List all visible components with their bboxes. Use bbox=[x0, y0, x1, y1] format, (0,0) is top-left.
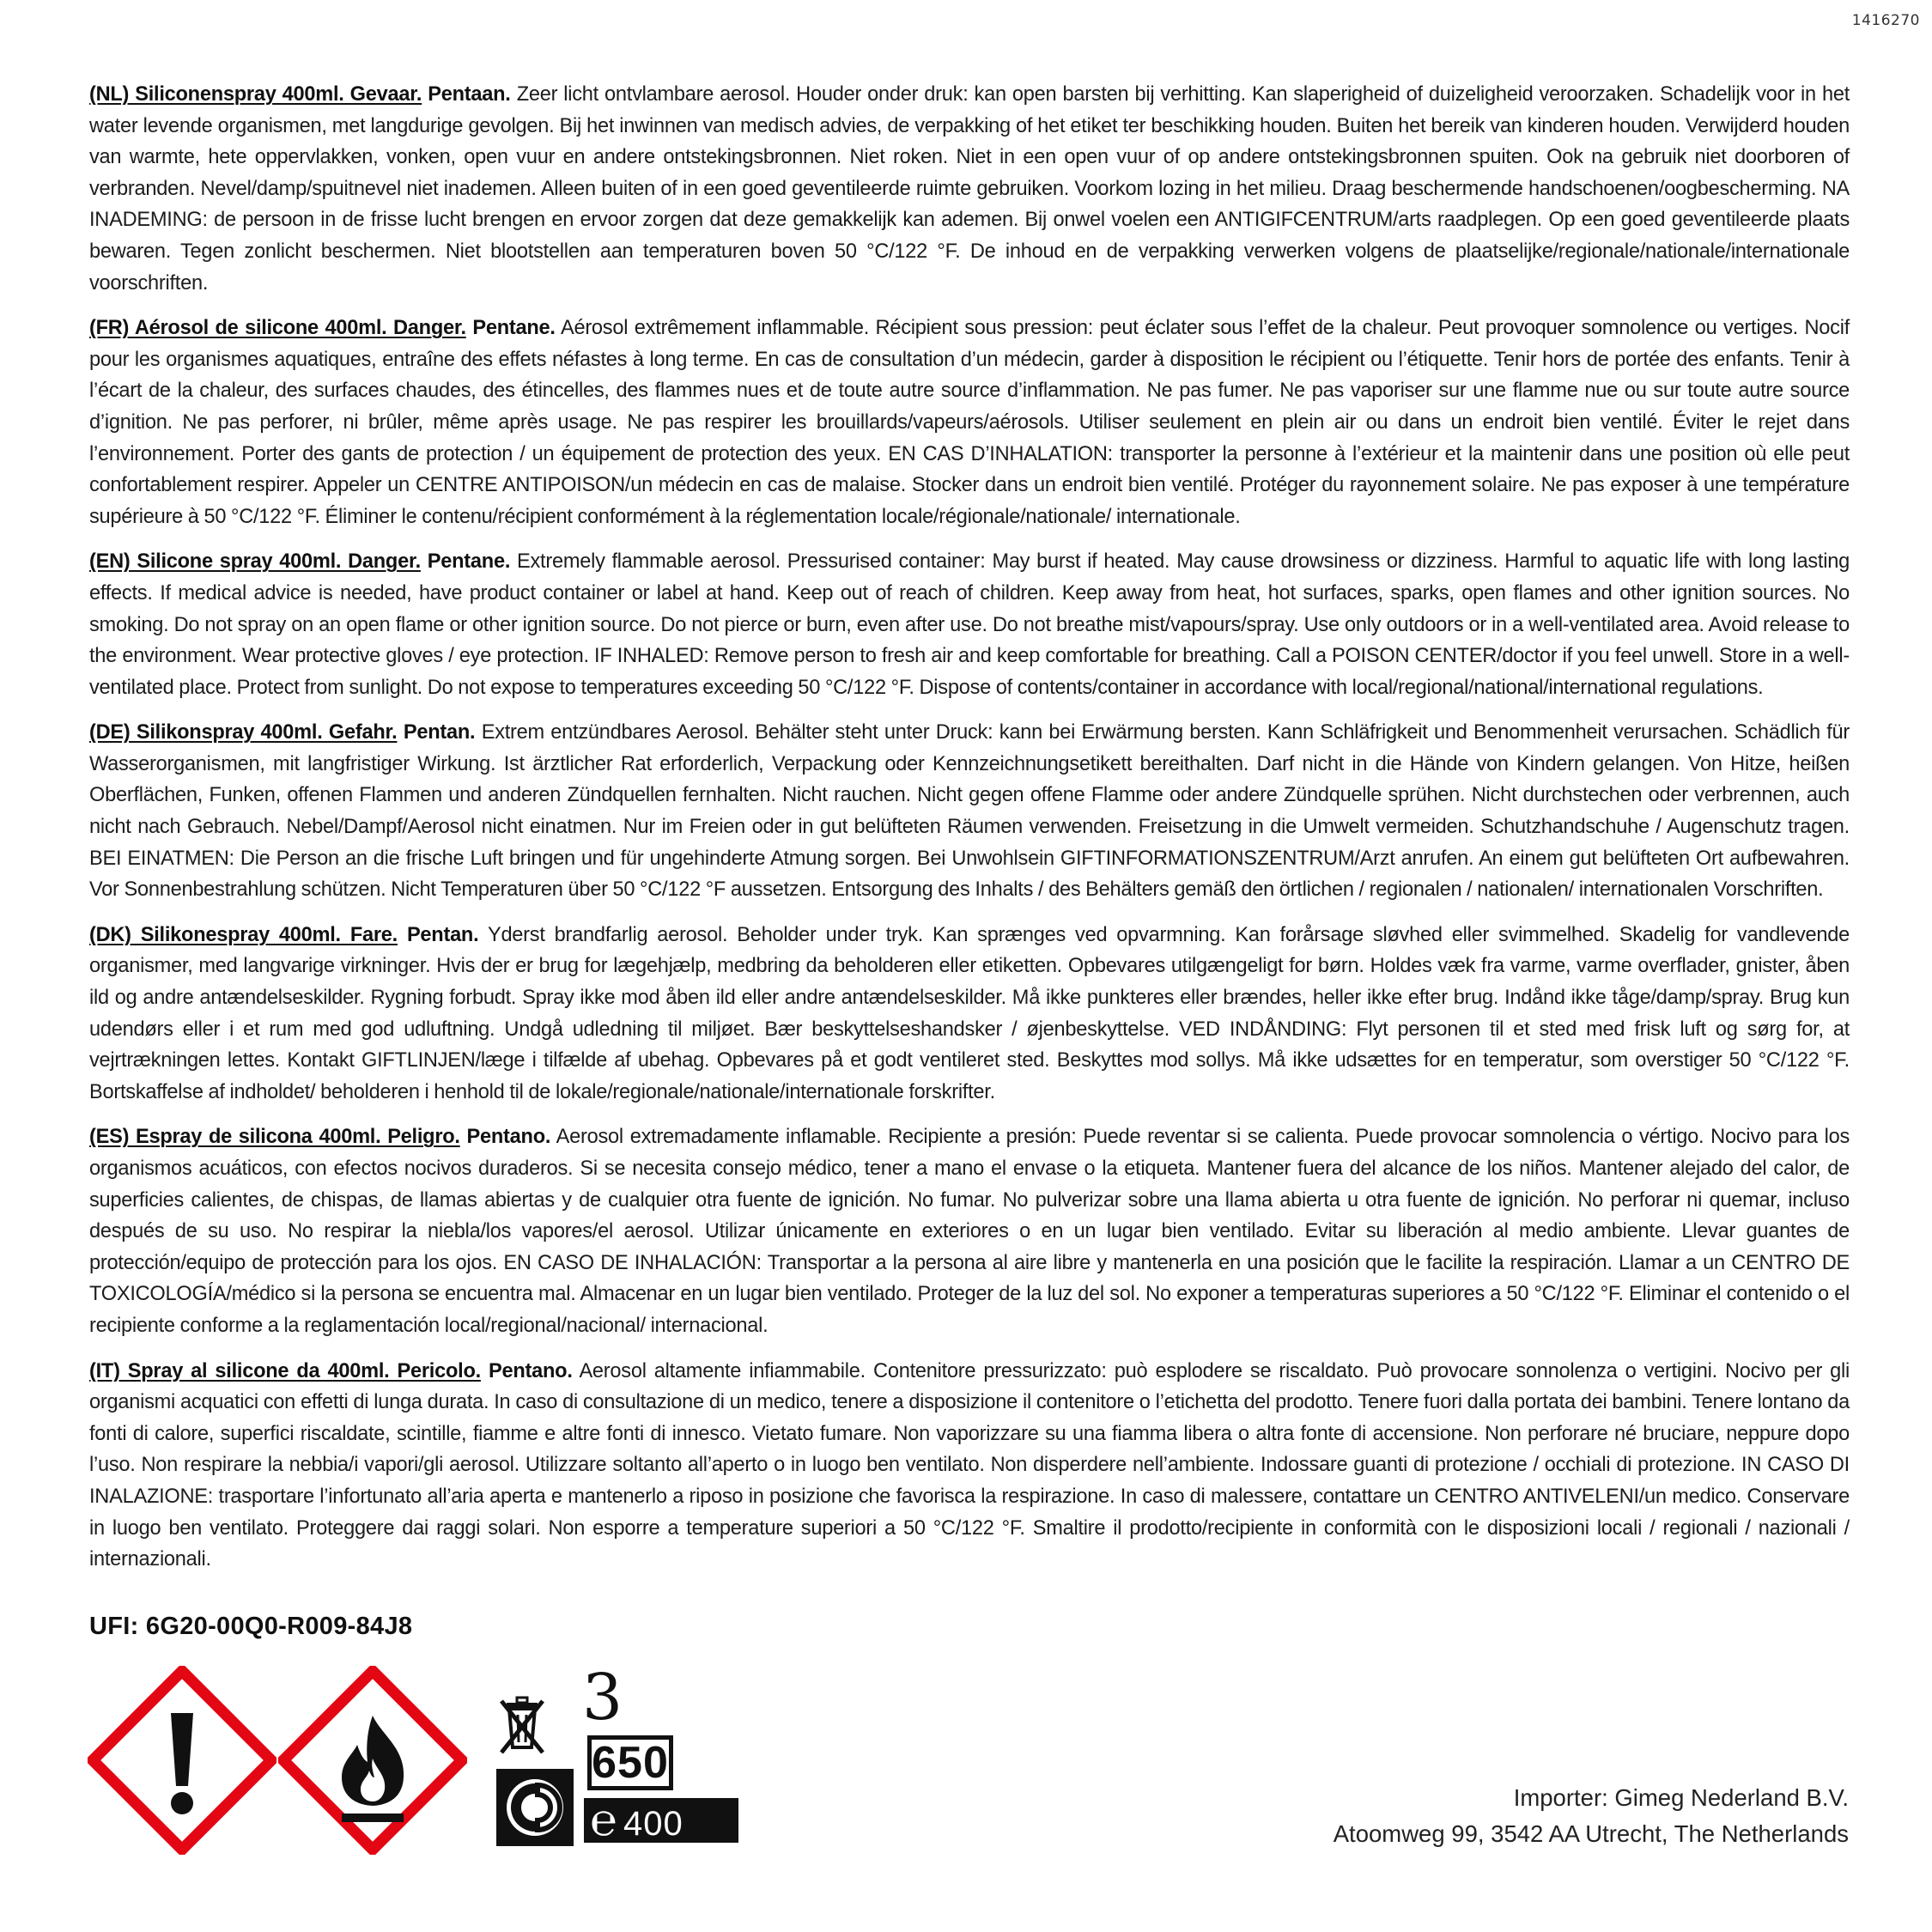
section-nl bbox=[89, 79, 1850, 299]
ufi-code: UFI: 6G20-00Q0-R009-84J8 bbox=[89, 1613, 413, 1640]
hazard-pictograms bbox=[88, 1666, 483, 1855]
section-substance: Pentano. bbox=[489, 1359, 573, 1382]
section-substance: Pentane. bbox=[427, 550, 511, 574]
section-dk bbox=[89, 920, 1850, 1109]
section-it bbox=[89, 1356, 1850, 1576]
section-substance: Pentan. bbox=[403, 721, 476, 744]
section-body: Zeer licht ontvlambare aerosol. Houder onder druk: kan open barsten bij verhitting. Kan slaperigheid of duizeligheid veroorzaken. Schadelijk voor in het water levende organismen, met langdurige gevolgen. Bij het inwinnen van medisch advies, de verpakking of het etiket ter beschikking houden. Buiten het bereik van kinderen houden. Verwijderd houden van warmte, hete oppervlakken, vonken, open vuur en andere ontstekingsbronnen. Niet roken. Niet in een open vuur of op andere ontstekingsbronnen spuiten. Ook na gebruik niet doorboren of verbranden. Nevel/damp/spuitnevel niet inademen. Alleen buiten of in een goed geventileerde ruimte gebruiken. Voorkom lozing in het milieu. Draag beschermende handschoenen/oogbescherming. NA INADEMING: de persoon in de frisse lucht brengen en ervoor zorgen dat deze gemakkelijk kan ademen. Bij onwel voelen een ANTIGIFCENTRUM/arts raadplegen. Op een goed geventileerde plaats bewaren. Tegen zonlicht beschermen. Niet blootstellen aan temperaturen boven 50 °C/122 °F. De inhoud en de verpakking verwerken volgens de plaatselijke/regionale/nationale/internationale voorschriften. bbox=[89, 83, 1850, 295]
section-title: (ES) Espray de silicona 400ml. Peligro. bbox=[89, 1126, 460, 1149]
section-body: Aérosol extrêmement inflammable. Récipient sous pression: peut éclater sous l’effet de la chaleur. Peut provoquer somnolence ou vertiges. Nocif pour les organismes aquatiques, entraîne des effets néfastes à long terme. En cas de consultation d’un médecin, garder à disposition le récipient ou l’étiquette. Tenir hors de portée des enfants. Tenir à l’écart de la chaleur, des surfaces chaudes, des étincelles, des flammes nues et de toute autre source d’inflammation. Ne pas fumer. Ne pas vaporiser sur une flamme nue ou sur toute autre source d’ignition. Ne pas perforer, ni brûler, même après usage. Ne pas respirer les brouillards/vapeurs/aérosols. Utiliser seulement en plein air ou dans un endroit bien ventilé. Éviter le rejet dans l’environnement. Porter des gants de protection / un équipement de protection des yeux. EN CAS D’INHALATION: transporter la personne à l’extérieur et la maintenir dans une position où elle peut confortablement respirer. Appeler un CENTRE ANTIPOISON/un médecin en cas de malaise. Stocker dans un endroit bien ventilé. Protéger du rayonnement solaire. Ne pas exposer à une température supérieure à 50 °C/122 °F. Éliminer le contenu/récipient conformément à la réglementation locale/régionale/nationale/ internationale. bbox=[89, 317, 1850, 528]
safety-text-sections bbox=[89, 79, 1850, 1589]
section-substance: Pentane. bbox=[472, 317, 556, 340]
nominal-volume bbox=[584, 1795, 738, 1887]
section-de bbox=[89, 717, 1850, 906]
crossed-bin-icon bbox=[496, 1691, 548, 1761]
flame-icon bbox=[278, 1666, 467, 1855]
importer-name: Importer: Gimeg Nederland B.V. bbox=[1513, 1784, 1849, 1811]
section-body: Extrem entzündbares Aerosol. Behälter steht unter Druck: kann bei Erwärmung bersten. Kann Schläfrigkeit und Benommenheit verursachen. Schädlich für Wasserorganismen, mit langfristiger Wirkung. Ist ärztlicher Rat erforderlich, Verpackung oder Kennzeichnungsetikett bereithalten. Darf nicht in die Hände von Kindern gelangen. Von Hitze, heißen Oberflächen, Funken, offenen Flammen und anderen Zündquellen fernhalten. Nicht rauchen. Nicht gegen offene Flamme oder andere Zündquelle sprühen. Nicht durchstechen oder verbrennen, auch nicht nach Gebrauch. Nebel/Dampf/Aerosol nicht einatmen. Nur im Freien oder in gut belüfteten Räumen verwenden. Freisetzung in die Umwelt vermeiden. Schutzhandschuhe / Augenschutz tragen. BEI EINATMEN: Die Person an die frische Luft bringen und für ungehinderte Atmung sorgen. Bei Unwohlsein GIFTINFORMATIONSZENTRUM/Arzt anrufen. An einem gut belüfteten Ort aufbewahren. Vor Sonnenbestrahlung schützen. Nicht Temperaturen über 50 °C/122 °F aussetzen. Entsorgung des Inhalts / des Behälters gemäß den örtlichen / regionalen / nationalen/ internationalen Vorschriften. bbox=[89, 721, 1850, 902]
recycling-marks bbox=[496, 1661, 797, 1887]
section-body: Aerosol extremadamente inflamable. Recipiente a presión: Puede reventar si se calienta. Puede provocar somnolencia o vértigo. Nocivo para los organismos acuáticos, con efectos nocivos duraderos. Si se necesita consejo médico, tener a mano el envase o la etiqueta. Mantener fuera del alcance de los niños. Mantener alejado del calor, de superficies calientes, de chispas, de llamas abiertas y de cualquier otra fuente de ignición. No fumar. No pulverizar sobre una llama abierta u otra fuente de ignición. No perforar ni quemar, incluso después de su uso. No respirar la niebla/los vapores/el aerosol. Utilizar únicamente en exteriores o en un lugar bien ventilado. Evitar su liberación al medio ambiente. Llevar guantes de protección/equipo de protección para los ojos. EN CASO DE INHALACIÓN: Transportar a la persona al aire libre y mantenerla en una posición que le facilite la respiración. Llamar a un CENTRO DE TOXICOLOGÍA/médico si la persona se encuentra mal. Almacenar en un lugar bien ventilado. Proteger de la luz del sol. No exponer a temperaturas superiores a 50 °C/122 °F. Eliminar el contenido o el recipiente conforme a la reglamentación local/regional/nacional/ internacional. bbox=[89, 1126, 1850, 1337]
section-title: (NL) Siliconenspray 400ml. Gevaar. bbox=[89, 83, 422, 106]
section-body: Yderst brandfarlig aerosol. Beholder under tryk. Kan sprænges ved opvarmning. Kan forårsage sløvhed eller svimmelhed. Skadelig for vandlevende organismer, med langvarige virkninger. Hvis der er brug for lægehjælp, medbring da beholderen eller etiketten. Opbevares utilgængeligt for børn. Holdes væk fra varme, varme overflader, gnister, åben ild og andre antændelseskilder. Rygning forbudt. Spray ikke mod åben ild eller andre antændelseskilder. Må ikke punkteres eller brændes, heller ikke efter brug. Indånd ikke tåge/damp/spray. Brug kun udendørs eller i et rum med god udluftning. Undgå udledning til miljøet. Bær beskyttelseshandsker / øjenbeskyttelse. VED INDÅNDING: Flyt personen til et sted med frisk luft og sørg for, at vejrtrækningen lettes. Kontakt GIFTLINJEN/læge i tilfælde af ubehag. Opbevares på et godt ventileret sted. Beskyttes mod sollys. Må ikke udsættes for en temperatur, som overstiger 50 °C/122 °F. Bortskaffelse af indholdet/ beholderen i henhold til de lokale/regionale/nationale/internationale forskrifter. bbox=[89, 923, 1850, 1103]
recycling-number: 3 bbox=[582, 1661, 623, 1735]
section-title: (EN) Silicone spray 400ml. Danger. bbox=[89, 550, 421, 574]
section-substance: Pentaan. bbox=[428, 83, 511, 106]
section-en bbox=[89, 546, 1850, 703]
green-dot-icon bbox=[496, 1769, 574, 1846]
section-substance: Pentano. bbox=[466, 1126, 551, 1149]
section-fr bbox=[89, 313, 1850, 532]
section-title: (DK) Silikonespray 400ml. Fare. bbox=[89, 923, 398, 946]
exclamation-mark-icon bbox=[88, 1666, 276, 1855]
importer-info bbox=[1334, 1780, 1849, 1852]
document-id: 1416270 bbox=[1851, 12, 1920, 29]
section-body: Extremely flammable aerosol. Pressurised container: May burst if heated. May cause drowsiness or dizziness. Harmful to aquatic life with long lasting effects. If medical advice is needed, have product container or label at hand. Keep out of reach of children. Keep away from heat, hot surfaces, sparks, open flames and other ignition sources. No smoking. Do not spray on an open flame or other ignition source. Do not pierce or burn, even after use. Do not breathe mist/vapours/spray. Use only outdoors or in a well-ventilated area. Avoid release to the environment. Wear protective gloves / eye protection. IF INHALED: Remove person to fresh air and keep comfortable for breathing. Call a POISON CENTER/doctor if you feel unwell. Store in a well-ventilated place. Protect from sunlight. Do not expose to temperatures exceeding 50 °C/122 °F. Dispose of contents/container in accordance with local/regional/national/international regulations. bbox=[89, 550, 1850, 699]
section-title: (IT) Spray al silicone da 400ml. Pericolo. bbox=[89, 1359, 481, 1382]
importer-address: Atoomweg 99, 3542 AA Utrecht, The Netherlands bbox=[1333, 1820, 1849, 1847]
estimated-sign-icon: ℮ bbox=[590, 1795, 617, 1846]
section-title: (DE) Silikonspray 400ml. Gefahr. bbox=[89, 721, 398, 744]
recycling-code: 650 bbox=[587, 1735, 673, 1790]
section-title: (FR) Aérosol de silicone 400ml. Danger. bbox=[89, 317, 466, 340]
section-es bbox=[89, 1121, 1850, 1341]
section-body: Aerosol altamente infiammabile. Contenitore pressurizzato: può esplodere se riscaldato. Può provocare sonnolenza o vertigini. Nocivo per gli organismi acquatici con effetti di lunga durata. In caso di consultazione di un medico, tenere a disposizione il contenitore o l’etichetta del prodotto. Tenere fuori dalla portata dei bambini. Tenere lontano da fonti di calore, superfici riscaldate, scintille, fiamme e altre fonti di innesco. Vietato fumare. Non vaporizzare su una fiamma libera o altra fonte di accensione. Non perforare né bruciare, neppure dopo l’uso. Non respirare la nebbia/i vapori/gli aerosol. Utilizzare soltanto all’aperto o in luogo ben ventilato. Non disperdere nell’ambiente. Indossare guanti di protezione / occhiali di protezione. IN CASO DI INALAZIONE: trasportare l’infortunato all’aria aperta e mantenerlo a riposo in posizione che favorisca la respirazione. In caso di malessere, contattare un CENTRO ANTIVELENI/un medico. Conservare in luogo ben ventilato. Proteggere dai raggi solari. Non esporre a temperature superiori a 50 °C/122 °F. Smaltire il prodotto/recipiente in conformità con le disposizioni locali / regionali / nazionali / internazionali. bbox=[89, 1359, 1850, 1571]
section-substance: Pentan. bbox=[406, 923, 479, 946]
volume-value: 400 ML bbox=[584, 1805, 683, 1887]
